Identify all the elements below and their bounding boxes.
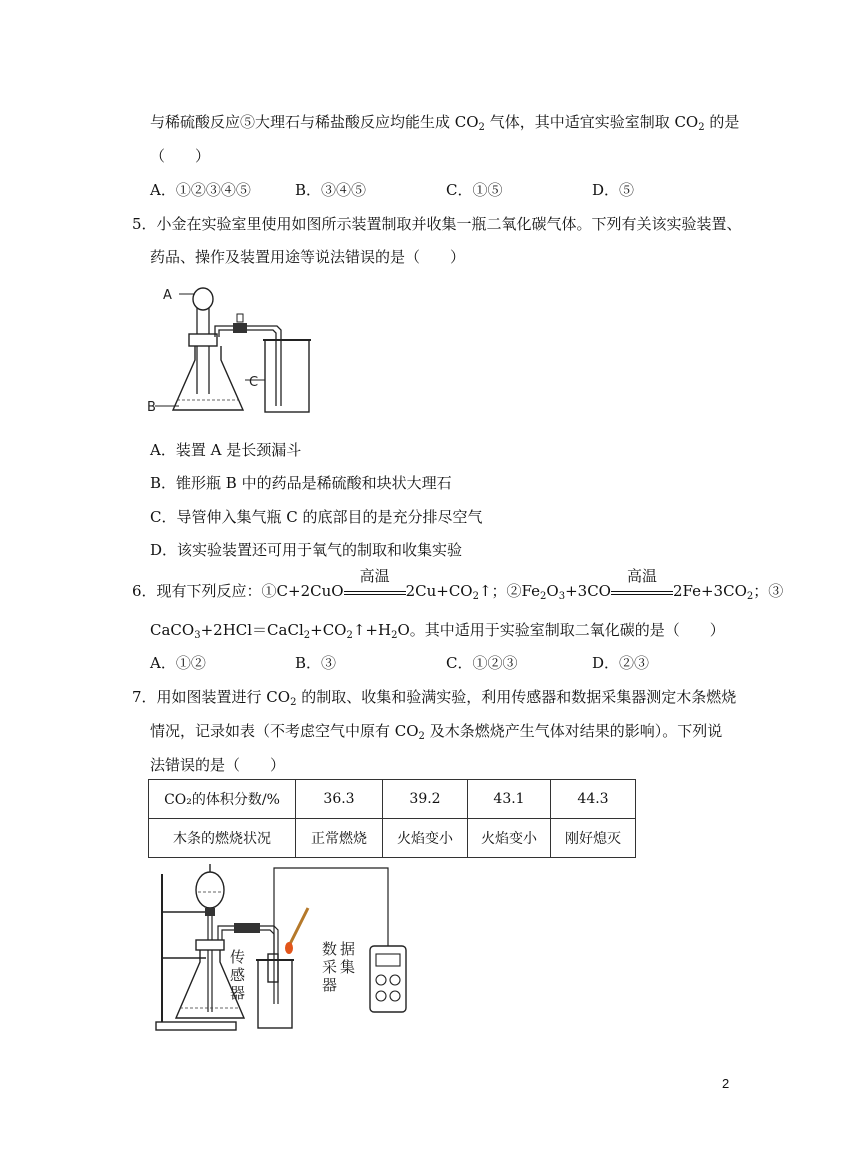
- q4-option-c[interactable]: C．①⑤: [446, 181, 503, 199]
- table-cell: 39.2: [383, 780, 468, 819]
- table-header-burning: 木条的燃烧状况: [149, 819, 296, 858]
- q6-option-b[interactable]: B．③: [295, 654, 337, 672]
- q5-stem-line1: 5．小金在实验室里使用如图所示装置制取并收集一瓶二氧化碳气体。下列有关该实验装置、: [132, 215, 742, 233]
- sensor-label: 传 感 器: [230, 948, 246, 1002]
- q6-option-d[interactable]: D．②③: [592, 654, 650, 672]
- table-cell: 43.1: [468, 780, 551, 819]
- q6-stem-line1: 6．现有下列反应：①C+2CuO 高温 $2Cu+CO_2↑$；$②Fe_2O_3+3CO$ 高温 $2Fe+3CO_2$；③: [132, 567, 784, 602]
- table-row: [149, 780, 636, 819]
- q5-option-b[interactable]: B．锥形瓶 B 中的药品是稀硫酸和块状大理石: [150, 474, 452, 492]
- reaction-condition-2: 高温: [611, 582, 673, 602]
- q6-option-c[interactable]: C．①②③: [446, 654, 518, 672]
- q5-apparatus-figure: [145, 282, 325, 422]
- table-cell: 刚好熄灭: [551, 819, 636, 858]
- table-cell: 44.3: [551, 780, 636, 819]
- q5-option-a[interactable]: A．装置 A 是长颈漏斗: [150, 441, 302, 459]
- table-cell: 正常燃烧: [296, 819, 383, 858]
- q7-stem-line1: 7．用如图装置进行 $CO_2$ 的制取、收集和验满实验，利用传感器和数据采集器测定木条燃烧: [132, 688, 737, 708]
- table-row: [149, 819, 636, 858]
- q4-option-d[interactable]: D．⑤: [592, 181, 635, 199]
- q4-stem-line2: （ ）: [150, 147, 211, 165]
- q5-option-c[interactable]: C．导管伸入集气瓶 C 的底部目的是充分排尽空气: [150, 508, 483, 526]
- q7-stem-line3: 法错误的是（ ）: [150, 756, 286, 774]
- q6-stem-line2: $CaCO_3+2HCl=CaCl_2+CO_2↑+H_2O$。其中适用于实验室制取二氧化碳的是（ ）: [150, 621, 725, 641]
- q7-data-table: [148, 779, 636, 858]
- label-b: B: [147, 400, 156, 415]
- table-header-co2: CO₂的体积分数/%: [149, 780, 296, 819]
- q7-apparatus-figure: [150, 862, 430, 1034]
- collector-label: 数 据 采 集 器: [322, 940, 356, 994]
- page-number: 2: [722, 1076, 730, 1091]
- q5-option-d[interactable]: D．该实验装置还可用于氧气的制取和收集实验: [150, 541, 463, 559]
- q4-option-a[interactable]: A．①②③④⑤: [150, 181, 251, 199]
- table-cell: 火焰变小: [383, 819, 468, 858]
- reaction-condition-1: 高温: [344, 582, 406, 602]
- q7-stem-line2: 情况，记录如表（不考虑空气中原有 $CO_2$ 及木条燃烧产生气体对结果的影响）。下列说: [150, 722, 723, 742]
- q6-option-a[interactable]: A．①②: [150, 654, 206, 672]
- q5-stem-line2: 药品、操作及装置用途等说法错误的是（ ）: [150, 248, 466, 266]
- q4-option-b[interactable]: B．③④⑤: [295, 181, 367, 199]
- label-a: A: [163, 288, 172, 303]
- table-cell: 火焰变小: [468, 819, 551, 858]
- label-c: C: [249, 375, 259, 390]
- table-cell: 36.3: [296, 780, 383, 819]
- q4-stem-line1: 与稀硫酸反应⑤大理石与稀盐酸反应均能生成 $CO_2$ 气体，其中适宜实验室制取 $CO_2$ 的是: [150, 113, 740, 133]
